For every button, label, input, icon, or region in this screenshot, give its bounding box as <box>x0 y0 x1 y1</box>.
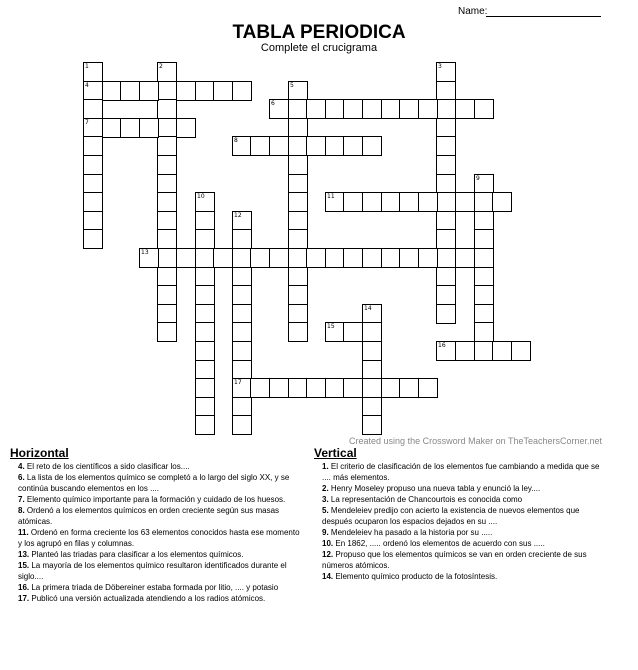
crossword-cell[interactable] <box>436 341 456 361</box>
clue-item <box>314 549 604 571</box>
crossword-cell[interactable] <box>362 360 382 380</box>
clue-text: Elemento químico importante para la formación y cuidado de los huesos. <box>26 495 286 504</box>
crossword-cell[interactable] <box>176 118 196 138</box>
clue-text: Propuso que los elementos químicos se van en orden creciente de sus números atómicos. <box>322 550 587 570</box>
clue-number-label: 11. <box>18 528 29 537</box>
crossword-cell[interactable] <box>120 81 140 101</box>
crossword-cell[interactable] <box>232 285 252 305</box>
clue-number: 17 <box>234 379 242 386</box>
clue-item <box>10 593 300 604</box>
crossword-cell[interactable] <box>288 304 308 324</box>
clue-text: Elemento químico producto de la fotosíntesis. <box>335 572 498 581</box>
crossword-cell[interactable] <box>474 304 494 324</box>
clue-item <box>10 560 300 582</box>
clue-number: 10 <box>197 193 205 200</box>
crossword-cell[interactable] <box>474 322 494 342</box>
crossword-cell[interactable] <box>102 118 122 138</box>
crossword-cell[interactable] <box>288 378 308 398</box>
crossword-cell[interactable] <box>288 136 308 156</box>
crossword-cell[interactable] <box>511 341 531 361</box>
clue-number: 14 <box>364 305 372 312</box>
clue-item <box>314 461 604 483</box>
crossword-cell[interactable] <box>418 378 438 398</box>
crossword-cell[interactable] <box>436 285 456 305</box>
crossword-cell[interactable] <box>418 99 438 119</box>
crossword-cell[interactable] <box>306 99 326 119</box>
clue-item <box>10 527 300 549</box>
clue-number: 9 <box>476 175 480 182</box>
clue-text: En 1862, ..... ordenó los elementos de acuerdo con sus ..... <box>335 539 545 548</box>
page-subtitle: Complete el crucigrama <box>260 42 378 54</box>
name-label: Name: <box>458 6 488 17</box>
crossword-cell[interactable] <box>83 211 103 231</box>
clue-number: 3 <box>438 63 442 70</box>
crossword-cell[interactable] <box>157 118 177 138</box>
clue-item <box>10 582 300 593</box>
crossword-cell[interactable] <box>288 267 308 287</box>
crossword-cell[interactable] <box>157 192 177 212</box>
crossword-cell[interactable] <box>362 378 382 398</box>
crossword-cell[interactable] <box>325 378 345 398</box>
crossword-cell[interactable] <box>232 211 252 231</box>
clue-number: 1 <box>85 63 89 70</box>
crossword-cell[interactable] <box>232 360 252 380</box>
crossword-cell[interactable] <box>362 415 382 435</box>
clue-number: 6 <box>271 100 275 107</box>
clue-number: 4 <box>85 82 89 89</box>
crossword-cell[interactable] <box>492 192 512 212</box>
clue-number-label: 15. <box>18 561 30 570</box>
crossword-cell[interactable] <box>381 192 401 212</box>
crossword-cell[interactable] <box>83 99 103 119</box>
clue-text: La primera triada de Döbereiner estaba formada por litio, .... y potasio <box>31 583 279 592</box>
crossword-cell[interactable] <box>83 229 103 249</box>
crossword-cell[interactable] <box>436 174 456 194</box>
crossword-cell[interactable] <box>436 229 456 249</box>
clue-text: El reto de los científicos a sido clasificar los.... <box>26 462 190 471</box>
crossword-cell[interactable] <box>250 136 270 156</box>
clue-number-label: 16. <box>18 583 30 592</box>
crossword-cell[interactable] <box>157 81 177 101</box>
crossword-cell[interactable] <box>157 322 177 342</box>
clue-text: La representación de Chancourtois es conocida como <box>330 495 523 504</box>
crossword-cell[interactable] <box>157 174 177 194</box>
clue-number-label: 1. <box>322 462 329 471</box>
crossword-cell[interactable] <box>436 155 456 175</box>
clue-number: 13 <box>141 249 149 256</box>
horizontal-heading: Horizontal <box>10 446 69 460</box>
credit-text: Created using the Crossword Maker on TheTeachersCorner.net <box>349 436 602 446</box>
crossword-cell[interactable] <box>399 99 419 119</box>
clue-item <box>314 483 604 494</box>
clue-item <box>10 549 300 560</box>
crossword-cell[interactable] <box>436 248 456 268</box>
crossword-cell[interactable] <box>436 99 456 119</box>
crossword-cell[interactable] <box>343 99 363 119</box>
crossword-cell[interactable] <box>288 192 308 212</box>
crossword-cell[interactable] <box>213 81 233 101</box>
crossword-cell[interactable] <box>195 304 215 324</box>
crossword-cell[interactable] <box>306 248 326 268</box>
crossword-cell[interactable] <box>436 267 456 287</box>
crossword-cell[interactable] <box>250 378 270 398</box>
crossword-cell[interactable] <box>176 248 196 268</box>
crossword-cell[interactable] <box>325 192 345 212</box>
crossword-cell[interactable] <box>195 360 215 380</box>
crossword-cell[interactable] <box>157 285 177 305</box>
crossword-cell[interactable] <box>157 62 177 82</box>
clue-number: 16 <box>438 342 446 349</box>
crossword-cell[interactable] <box>474 174 494 194</box>
clue-number: 5 <box>290 82 294 89</box>
crossword-cell[interactable] <box>325 136 345 156</box>
clue-item <box>10 472 300 494</box>
crossword-cell[interactable] <box>157 211 177 231</box>
crossword-cell[interactable] <box>288 99 308 119</box>
crossword-cell[interactable] <box>232 229 252 249</box>
crossword-cell[interactable] <box>195 267 215 287</box>
clue-text: Ordenó a los elementos químicos en orden creciente según sus masas atómicas. <box>18 506 280 526</box>
crossword-cell[interactable] <box>195 378 215 398</box>
crossword-cell[interactable] <box>362 304 382 324</box>
clue-text: Planteó las triadas para clasificar a los elementos químicos. <box>31 550 244 559</box>
clue-text: La lista de los elementos químico se completó a lo largo del siglo XX, y se continúa buscando elementos en los .... <box>18 473 290 493</box>
crossword-cell[interactable] <box>288 322 308 342</box>
crossword-cell[interactable] <box>232 397 252 417</box>
crossword-cell[interactable] <box>269 378 289 398</box>
crossword-cell[interactable] <box>195 341 215 361</box>
crossword-cell[interactable] <box>362 192 382 212</box>
crossword-cell[interactable] <box>232 136 252 156</box>
crossword-cell[interactable] <box>381 378 401 398</box>
clue-number: 12 <box>234 212 242 219</box>
crossword-cell[interactable] <box>436 211 456 231</box>
clue-number-label: 6. <box>18 473 25 482</box>
page-title: TABLA PERIODICA <box>232 22 406 43</box>
clue-number-label: 13. <box>18 550 30 559</box>
crossword-cell[interactable] <box>474 267 494 287</box>
crossword-cell[interactable] <box>157 248 177 268</box>
crossword-cell[interactable] <box>288 285 308 305</box>
clue-item <box>314 527 604 538</box>
crossword-cell[interactable] <box>139 248 159 268</box>
clue-text: Mendeleiev predijo con acierto la existencia de nuevos elementos que después ocuparon los espacios dejados en su .... <box>322 506 580 526</box>
crossword-cell[interactable] <box>381 99 401 119</box>
crossword-cell[interactable] <box>139 81 159 101</box>
clue-text: Ordenó en forma creciente los 63 elementos conocidos hasta ese momento y los agrupó en filas y columnas. <box>18 528 300 548</box>
crossword-cell[interactable] <box>343 322 363 342</box>
crossword-cell[interactable] <box>418 248 438 268</box>
crossword-cell[interactable] <box>474 341 494 361</box>
crossword-cell[interactable] <box>232 267 252 287</box>
crossword-cell[interactable] <box>343 192 363 212</box>
crossword-cell[interactable] <box>250 248 270 268</box>
clue-text: Mendeleiev ha pasado a la historia por su ..... <box>330 528 493 537</box>
crossword-cell[interactable] <box>381 248 401 268</box>
crossword-cell[interactable] <box>306 378 326 398</box>
crossword-cell[interactable] <box>232 248 252 268</box>
clue-number-label: 5. <box>322 506 329 515</box>
crossword-cell[interactable] <box>436 304 456 324</box>
crossword-cell[interactable] <box>455 192 475 212</box>
crossword-cell[interactable] <box>474 248 494 268</box>
name-line[interactable] <box>486 16 601 17</box>
crossword-cell[interactable] <box>139 118 159 138</box>
crossword-cell[interactable] <box>325 322 345 342</box>
crossword-cell[interactable] <box>288 174 308 194</box>
clue-number: 8 <box>234 137 238 144</box>
crossword-cell[interactable] <box>474 211 494 231</box>
crossword-cell[interactable] <box>288 248 308 268</box>
crossword-cell[interactable] <box>343 136 363 156</box>
crossword-cell[interactable] <box>269 248 289 268</box>
clue-number: 15 <box>327 323 335 330</box>
crossword-cell[interactable] <box>362 248 382 268</box>
crossword-cell[interactable] <box>176 81 196 101</box>
crossword-cell[interactable] <box>436 136 456 156</box>
vertical-clues <box>314 448 604 582</box>
crossword-cell[interactable] <box>455 99 475 119</box>
clue-number-label: 10. <box>322 539 334 548</box>
clue-text: El criterio de clasificación de los elementos fue cambiando a medida que se .... más elementos. <box>322 462 600 482</box>
crossword-cell[interactable] <box>269 136 289 156</box>
clue-number-label: 8. <box>18 506 25 515</box>
crossword-cell[interactable] <box>83 62 103 82</box>
crossword-cell[interactable] <box>157 304 177 324</box>
vertical-heading: Vertical <box>314 446 357 460</box>
crossword-cell[interactable] <box>157 267 177 287</box>
crossword-cell[interactable] <box>157 136 177 156</box>
crossword-cell[interactable] <box>232 322 252 342</box>
crossword-cell[interactable] <box>213 248 233 268</box>
crossword-cell[interactable] <box>232 304 252 324</box>
crossword-cell[interactable] <box>232 341 252 361</box>
clue-number-label: 3. <box>322 495 329 504</box>
clue-number-label: 14. <box>322 572 334 581</box>
crossword-cell[interactable] <box>362 397 382 417</box>
clue-text: Publicó una versión actualizada atendiendo a los radios atómicos. <box>31 594 266 603</box>
crossword-cell[interactable] <box>195 397 215 417</box>
crossword-cell[interactable] <box>474 285 494 305</box>
crossword-cell[interactable] <box>157 99 177 119</box>
crossword-cell[interactable] <box>195 415 215 435</box>
clue-number-label: 9. <box>322 528 329 537</box>
crossword-cell[interactable] <box>195 229 215 249</box>
crossword-cell[interactable] <box>83 81 103 101</box>
crossword-cell[interactable] <box>474 229 494 249</box>
crossword-cell[interactable] <box>288 155 308 175</box>
crossword-cell[interactable] <box>83 155 103 175</box>
clue-text: La mayoría de los elementos químico resultaron identificados durante el siglo.... <box>18 561 287 581</box>
clue-number: 2 <box>159 63 163 70</box>
clue-number-label: 4. <box>18 462 25 471</box>
crossword-cell[interactable] <box>492 341 512 361</box>
clue-item <box>314 494 604 505</box>
crossword-cell[interactable] <box>325 99 345 119</box>
clue-text: Henry Moseley propuso una nueva tabla y enunció la ley.... <box>330 484 541 493</box>
clue-number-label: 17. <box>18 594 30 603</box>
crossword-cell[interactable] <box>195 81 215 101</box>
crossword-cell[interactable] <box>157 229 177 249</box>
crossword-cell[interactable] <box>474 192 494 212</box>
crossword-cell[interactable] <box>195 192 215 212</box>
crossword-cell[interactable] <box>195 248 215 268</box>
crossword-cell[interactable] <box>436 118 456 138</box>
clue-item <box>314 571 604 582</box>
crossword-cell[interactable] <box>288 211 308 231</box>
crossword-cell[interactable] <box>343 378 363 398</box>
crossword-cell[interactable] <box>399 192 419 212</box>
crossword-cell[interactable] <box>436 81 456 101</box>
crossword-cell[interactable] <box>399 378 419 398</box>
clue-number-label: 2. <box>322 484 329 493</box>
clue-item <box>10 505 300 527</box>
crossword-cell[interactable] <box>83 136 103 156</box>
crossword-cell[interactable] <box>83 192 103 212</box>
crossword-cell[interactable] <box>83 118 103 138</box>
crossword-cell[interactable] <box>474 99 494 119</box>
clue-number-label: 7. <box>18 495 25 504</box>
crossword-cell[interactable] <box>288 229 308 249</box>
crossword-cell[interactable] <box>102 81 122 101</box>
crossword-cell[interactable] <box>362 136 382 156</box>
clue-item <box>10 494 300 505</box>
crossword-cell[interactable] <box>288 118 308 138</box>
clue-number: 11 <box>327 193 335 200</box>
crossword-cell[interactable] <box>418 192 438 212</box>
crossword-cell[interactable] <box>436 62 456 82</box>
clue-item <box>314 505 604 527</box>
crossword-cell[interactable] <box>120 118 140 138</box>
clue-number: 7 <box>85 119 89 126</box>
clue-item <box>10 461 300 472</box>
crossword-cell[interactable] <box>436 192 456 212</box>
crossword-cell[interactable] <box>232 81 252 101</box>
crossword-cell[interactable] <box>343 248 363 268</box>
crossword-cell[interactable] <box>157 155 177 175</box>
crossword-cell[interactable] <box>195 285 215 305</box>
horizontal-clues <box>10 448 300 604</box>
clue-number-label: 12. <box>322 550 334 559</box>
crossword-cell[interactable] <box>399 248 419 268</box>
crossword-cell[interactable] <box>232 378 252 398</box>
crossword-cell[interactable] <box>455 248 475 268</box>
crossword-cell[interactable] <box>306 136 326 156</box>
crossword-cell[interactable] <box>362 322 382 342</box>
crossword-cell[interactable] <box>288 81 308 101</box>
crossword-cell[interactable] <box>269 99 289 119</box>
crossword-cell[interactable] <box>325 248 345 268</box>
crossword-cell[interactable] <box>195 322 215 342</box>
crossword-cell[interactable] <box>232 415 252 435</box>
crossword-cell[interactable] <box>362 341 382 361</box>
crossword-cell[interactable] <box>362 99 382 119</box>
crossword-cell[interactable] <box>455 341 475 361</box>
clue-item <box>314 538 604 549</box>
crossword-cell[interactable] <box>83 174 103 194</box>
crossword-cell[interactable] <box>195 211 215 231</box>
